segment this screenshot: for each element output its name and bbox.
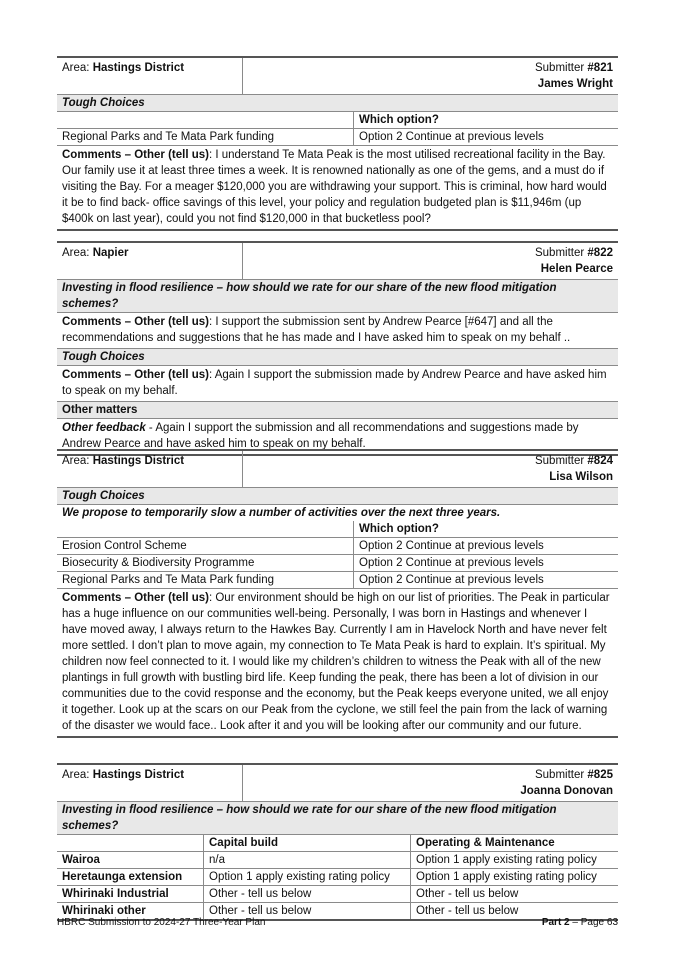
area-cell: Area: Hastings District xyxy=(57,765,243,801)
section-title: Other matters xyxy=(57,402,618,419)
submission-822 xyxy=(57,241,618,456)
question-title: Investing in flood resilience – how should we rate for our share of the new flood mitigation schemes? xyxy=(57,280,618,313)
comment: Comments – Other (tell us): I understand Te Mata Peak is the most utilised recreational facility in the Bay. Our family use it at least three times a week. It is renowned nationally as one of the gems, and a must do if visiting the Bay. For a meager $120,000 you are withdrawing your support. This is criminal, how hard would it be to find back- office savings of this level, your policy and regulation budgeted plan is $11,946m (up $400k on last year), could you not find $120,000 in that bucketless pool? xyxy=(62,149,607,225)
submission-header xyxy=(57,243,618,280)
submitter-cell: Submitter #825 Joanna Donovan xyxy=(520,769,613,797)
submitter-name: Joanna Donovan xyxy=(520,785,613,797)
submission-824 xyxy=(57,449,618,738)
submission-821 xyxy=(57,56,618,231)
table-row: Erosion Control Scheme Option 2 Continue at previous levels xyxy=(57,538,618,555)
submitter-name: Helen Pearce xyxy=(540,263,613,275)
submission-header xyxy=(57,451,618,488)
submitter-name: James Wright xyxy=(537,78,613,90)
table-row: Whirinaki Industrial Other - tell us below Other - tell us below xyxy=(57,886,618,903)
table-row: Regional Parks and Te Mata Park funding Option 2 Continue at previous levels xyxy=(57,129,618,146)
submission-header xyxy=(57,58,618,95)
question-title: Investing in flood resilience – how should we rate for our share of the new flood mitigation schemes? xyxy=(57,802,618,835)
question-text: We propose to temporarily slow a number of activities over the next three years. xyxy=(62,507,501,519)
comment: Comments – Other (tell us): Again I support the submission made by Andrew Pearce and have asked him to speak on my behalf. xyxy=(57,366,618,402)
table-row: Heretaunga extension Option 1 apply existing rating policy Option 1 apply existing rating policy xyxy=(57,869,618,886)
option-header-row: Which option? xyxy=(57,112,618,129)
page-footer xyxy=(57,917,618,928)
option-header-row: Which option? xyxy=(57,521,618,538)
page-number: Part 2 – Page 63 xyxy=(541,917,618,928)
submitter-cell: Submitter #824 Lisa Wilson xyxy=(534,455,613,483)
footer-title: HBRC Submission to 2024-27 Three-Year Plan xyxy=(57,917,266,928)
section-title: Tough Choices xyxy=(57,349,618,366)
comment: Comments – Other (tell us): I support the submission sent by Andrew Pearce [#647] and all the recommendations and suggestions that he has made and I have asked him to speak on my behalf .. xyxy=(57,313,618,349)
other-feedback: Other feedback - Again I support the submission and all recommendations and suggestions made by Andrew Pearce and have asked him to speak on my behalf. xyxy=(62,422,579,450)
submitter-name: Lisa Wilson xyxy=(549,471,613,483)
area-cell: Area: Hastings District xyxy=(57,58,243,94)
submission-825 xyxy=(57,763,618,921)
comment: Comments – Other (tell us): Our environment should be high on our list of priorities. The Peak in particular has a huge influence on our communities well-being. Personally, I was born in Hastings and whenever I have moved away, I always return to the Hawkes Bay. Currently I am in Havelock North and have never felt more settled. I don’t plan to move again, my connection to Te Mata Peak is hard to explain. It’s spiritual. My children now feel connected to it. I would like my children’s children to witness the Peak with all of the new plantings in full growth with bustling bird life. Keep funding the peak, there has been a lot of division in our communities due to the covid response and the economy, but the Peak keeps everyone united, we all enjoy it together. Look up at the scars on our Peak from the cyclone, we still feel the pain from the lack of warning of the disaster we would face.. Look after it and you will be looking after our community and our future. xyxy=(62,592,610,732)
submitter-cell: Submitter #822 Helen Pearce xyxy=(534,247,613,275)
table-row: Wairoa n/a Option 1 apply existing rating policy xyxy=(57,852,618,869)
submission-header xyxy=(57,765,618,802)
area-cell: Area: Hastings District xyxy=(57,451,243,487)
table-row: Biosecurity & Biodiversity Programme Option 2 Continue at previous levels xyxy=(57,555,618,572)
section-title: Tough Choices xyxy=(57,488,618,505)
table-row: Whirinaki other Other - tell us below Other - tell us below xyxy=(57,903,618,919)
area-cell: Area: Napier xyxy=(57,243,243,279)
submitter-cell: Submitter #821 James Wright xyxy=(534,62,613,90)
table-header-row: Capital build Operating & Maintenance xyxy=(57,835,618,852)
section-title: Tough Choices xyxy=(57,95,618,112)
table-row: Regional Parks and Te Mata Park funding Option 2 Continue at previous levels xyxy=(57,572,618,589)
